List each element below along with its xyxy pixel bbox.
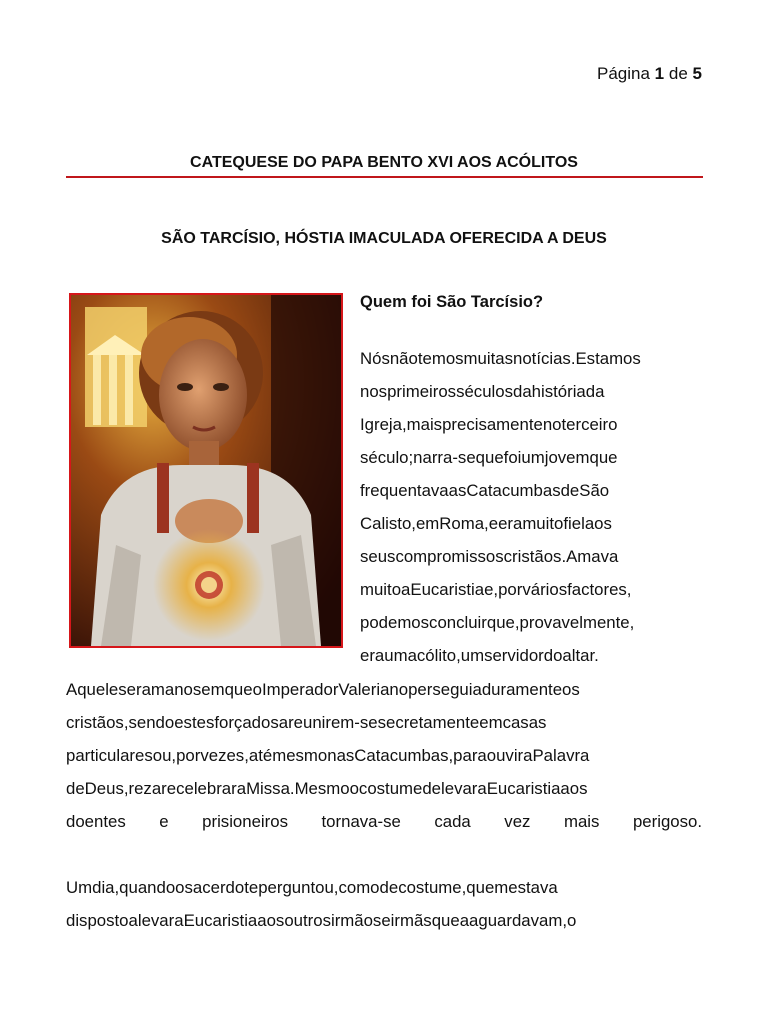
paragraph-line: eraumacólito,umservidordoaltar. (360, 646, 599, 665)
paragraph-line: particularesou,porvezes,atémesmonasCatacumbas,paraouviraPalavra (66, 746, 590, 765)
paragraph-line: nosprimeirosséculosdahistóriada (360, 382, 605, 401)
paragraph-line: Nósnãotemosmuitasnotícias.Estamos (360, 349, 641, 368)
page-total: 5 (692, 64, 702, 83)
paragraph-line: muitoaEucaristiae,porváriosfactores, (360, 580, 632, 599)
page-prefix: Página (597, 64, 650, 83)
paragraph-2 (66, 673, 702, 838)
paragraph-line: AqueleseramanosemqueoImperadorValerianoperseguiaduramenteos (66, 680, 580, 699)
portrait-illustration (71, 295, 341, 646)
paragraph-line: doentes e prisioneiros tornava-se cada vez mais perigoso. (66, 812, 702, 831)
page-current: 1 (654, 64, 665, 83)
saint-tarcisius-portrait (69, 293, 343, 648)
page-separator: de (668, 64, 688, 83)
paragraph-line: Calisto,emRoma,eeramuitofielaos (360, 514, 612, 533)
paragraph-line: frequentavaasCatacumbasdeSão (360, 481, 610, 500)
paragraph-line: século;narra-sequefoiumjovemque (360, 448, 618, 467)
paragraph-line: seuscompromissoscristãos.Amava (360, 547, 619, 566)
paragraph-line: cristãos,sendoestesforçadosareunirem-sesecretamenteemcasas (66, 713, 547, 732)
document-subtitle: SÃO TARCÍSIO, HÓSTIA IMACULADA OFERECIDA A DEUS (161, 230, 607, 247)
paragraph-3 (66, 871, 702, 937)
title-underline (66, 176, 703, 178)
page-number (597, 62, 702, 86)
section-question: Quem foi São Tarcísio? (360, 293, 544, 311)
paragraph-line: Igreja,maisprecisamentenoterceiro (360, 415, 618, 434)
paragraph-line: deDeus,rezarecelebraraMissa.MesmoocostumedelevaraEucaristiaaos (66, 779, 588, 798)
paragraph-line: dispostoalevaraEucaristiaaosoutrosirmãoseirmãsqueaaguardavam,o (66, 911, 577, 930)
paragraph-line: podemosconcluirque,provavelmente, (360, 613, 635, 632)
document-title: CATEQUESE DO PAPA BENTO XVI AOS ACÓLITOS (190, 154, 578, 171)
paragraph-line: Umdia,quandoosacerdoteperguntou,comodecostume,quemestava (66, 878, 558, 897)
paragraph-1 (360, 342, 702, 672)
